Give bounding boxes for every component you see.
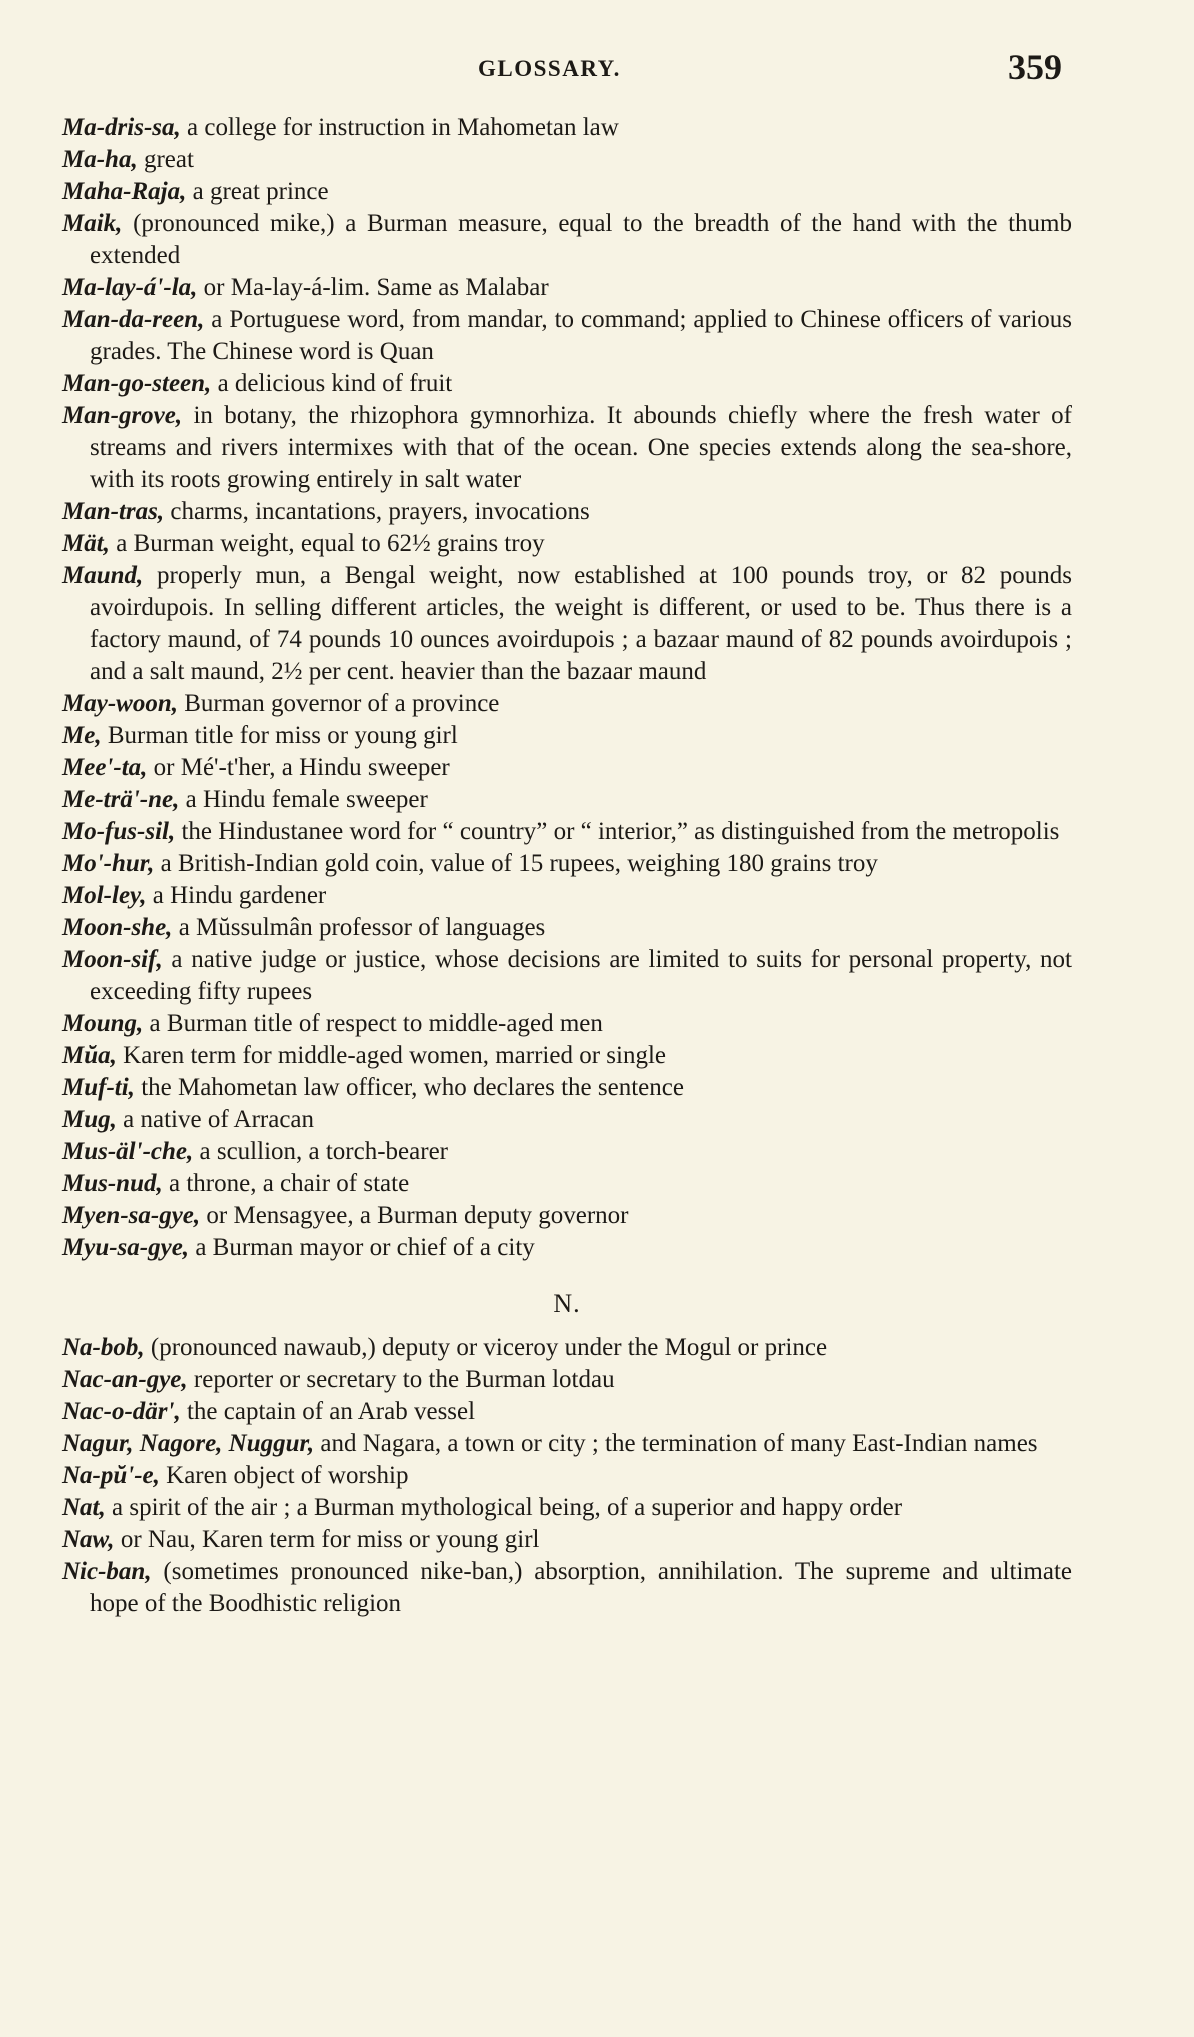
glossary-definition: a native of Arracan: [116, 1106, 315, 1133]
glossary-entry: [62, 1232, 1072, 1264]
glossary-entry: [62, 848, 1072, 880]
glossary-entry: [62, 272, 1072, 304]
glossary-definition: and Nagara, a town or city ; the termination of many East-Indian names: [314, 1430, 1038, 1457]
glossary-term: Maund,: [62, 562, 144, 589]
glossary-term: Mo'-hur,: [62, 850, 155, 877]
glossary-term: Man-da-reen,: [62, 306, 205, 333]
glossary-term: Mus-nud,: [62, 1170, 163, 1197]
glossary-definition: great: [137, 146, 194, 173]
glossary-entry: [62, 112, 1072, 144]
glossary-definition: a Portuguese word, from mandar, to command; applied to Chinese officers of various grades. The Chinese word is Quan: [90, 306, 1072, 365]
glossary-entry: [62, 1524, 1072, 1556]
glossary-definition: a native judge or justice, whose decisions are limited to suits for personal property, not exceeding fifty rupees: [90, 946, 1072, 1005]
glossary-definition: Karen object of worship: [159, 1462, 409, 1489]
glossary-definition: a spirit of the air ; a Burman mythological being, of a superior and happy order: [105, 1494, 903, 1521]
glossary-definition: a Mŭssulmân professor of languages: [172, 914, 546, 941]
glossary-entry: [62, 1200, 1072, 1232]
glossary-definition: Burman title for miss or young girl: [101, 722, 458, 749]
running-title: GLOSSARY.: [478, 56, 621, 81]
glossary-definition: a Burman weight, equal to 62½ grains troy: [109, 530, 545, 557]
glossary-term: Me-trä'-ne,: [62, 786, 180, 813]
glossary-definition: a Hindu gardener: [146, 882, 327, 909]
glossary-definition: charms, incantations, prayers, invocations: [164, 498, 590, 525]
glossary-entry: [62, 1556, 1072, 1620]
glossary-entry: [62, 1460, 1072, 1492]
glossary-term: Muf-ti,: [62, 1074, 135, 1101]
page-header: [60, 48, 1062, 92]
glossary-term: Mug,: [62, 1106, 117, 1133]
glossary-term: Nac-an-gye,: [62, 1366, 188, 1393]
glossary-term: Man-tras,: [62, 498, 165, 525]
glossary-entry: [62, 752, 1072, 784]
glossary-definition: a throne, a chair of state: [162, 1170, 410, 1197]
glossary-entry: [62, 1168, 1072, 1200]
glossary-entry: [62, 208, 1072, 272]
glossary-definition: or Mensagyee, a Burman deputy governor: [200, 1202, 629, 1229]
glossary-entry: [62, 784, 1072, 816]
glossary-entry: [62, 1364, 1072, 1396]
glossary-term: Mŭa,: [62, 1042, 117, 1069]
glossary-definition: properly mun, a Bengal weight, now established at 100 pounds troy, or 82 pounds avoirdupois. In selling different articles, the weight is different, or used to be. Thus there is a factory maund, of 74 pounds 10 ounces avoirdupois ; a bazaar maund of 82 pounds avoirdupois ; and a salt maund, 2½ per cent. heavier than the bazaar maund: [90, 562, 1072, 685]
glossary-entry: [62, 1396, 1072, 1428]
glossary-term: Moon-she,: [62, 914, 173, 941]
glossary-entry: [62, 720, 1072, 752]
glossary-entry: [62, 688, 1072, 720]
glossary-term: Ma-lay-á'-la,: [62, 274, 198, 301]
glossary-definition: (sometimes pronounced nike-ban,) absorption, annihilation. The supreme and ultimate hope of the Boodhistic religion: [90, 1558, 1072, 1617]
glossary-term: Mus-äl'-che,: [62, 1138, 194, 1165]
glossary-definition: or Ma-lay-á-lim. Same as Malabar: [197, 274, 549, 301]
glossary-entry: [62, 1332, 1072, 1364]
section-heading-n: N.: [553, 1289, 581, 1318]
glossary-term: Nat,: [62, 1494, 106, 1521]
glossary-entry: [62, 1492, 1072, 1524]
glossary-term: Mät,: [62, 530, 110, 557]
glossary-term: Me,: [62, 722, 102, 749]
glossary-definition: a scullion, a torch-bearer: [193, 1138, 448, 1165]
glossary-term: Maha-Raja,: [62, 178, 187, 205]
glossary-term: Maik,: [62, 210, 123, 237]
page-number: 359: [1008, 47, 1062, 87]
glossary-term: Man-go-steen,: [62, 370, 212, 397]
glossary-definition: a Burman mayor or chief of a city: [189, 1234, 535, 1261]
glossary-definition: reporter or secretary to the Burman lotdau: [187, 1366, 615, 1393]
glossary-entry: [62, 880, 1072, 912]
glossary-definition: the Hindustanee word for “ country” or “ interior,” as distinguished from the metropolis: [175, 818, 1060, 845]
glossary-entry: [62, 176, 1072, 208]
glossary-entry: [62, 912, 1072, 944]
glossary-term: Nac-o-där',: [62, 1398, 181, 1425]
glossary-definition: Karen term for middle-aged women, married or single: [116, 1042, 666, 1069]
glossary-entry: [62, 496, 1072, 528]
glossary-term: May-woon,: [62, 690, 178, 717]
glossary-definition: (pronounced nawaub,) deputy or viceroy under the Mogul or prince: [144, 1334, 828, 1361]
glossary-term: Mol-ley,: [62, 882, 147, 909]
glossary-term: Moon-sif,: [62, 946, 163, 973]
glossary-entry: [62, 816, 1072, 848]
glossary-term: Moung,: [62, 1010, 144, 1037]
glossary-entry: [62, 1104, 1072, 1136]
glossary-definition: Burman governor of a province: [177, 690, 500, 717]
glossary-term: Na-pŭ'-e,: [62, 1462, 160, 1489]
glossary-term: Ma-dris-sa,: [62, 114, 181, 141]
glossary-definition: a Hindu female sweeper: [179, 786, 428, 813]
glossary-definition: a college for instruction in Mahometan law: [180, 114, 619, 141]
glossary-body: [62, 112, 1072, 1620]
glossary-term: Nagur, Nagore, Nuggur,: [62, 1430, 315, 1457]
glossary-entry: [62, 1008, 1072, 1040]
glossary-definition: the Mahometan law officer, who declares the sentence: [134, 1074, 684, 1101]
glossary-definition: (pronounced mike,) a Burman measure, equal to the breadth of the hand with the thumb extended: [90, 210, 1072, 269]
glossary-section-n: [62, 1332, 1072, 1620]
glossary-term: Mo-fus-sil,: [62, 818, 176, 845]
glossary-term: Nic-ban,: [62, 1558, 152, 1585]
glossary-entry: [62, 1428, 1072, 1460]
glossary-entry: [62, 1040, 1072, 1072]
glossary-entry: [62, 304, 1072, 368]
glossary-term: Myu-sa-gye,: [62, 1234, 190, 1261]
glossary-entry: [62, 1136, 1072, 1168]
glossary-section-m: [62, 112, 1072, 1264]
glossary-definition: or Mé'-t'her, a Hindu sweeper: [147, 754, 450, 781]
glossary-term: Naw,: [62, 1526, 115, 1553]
glossary-term: Mee'-ta,: [62, 754, 148, 781]
glossary-entry: [62, 560, 1072, 688]
glossary-term: Man-grove,: [62, 402, 183, 429]
glossary-definition: a Burman title of respect to middle-aged men: [143, 1010, 603, 1037]
glossary-definition: the captain of an Arab vessel: [180, 1398, 476, 1425]
glossary-entry: [62, 400, 1072, 496]
glossary-entry: [62, 528, 1072, 560]
glossary-definition: or Nau, Karen term for miss or young girl: [114, 1526, 540, 1553]
glossary-entry: [62, 368, 1072, 400]
glossary-entry: [62, 144, 1072, 176]
glossary-definition: a delicious kind of fruit: [211, 370, 453, 397]
glossary-term: Na-bob,: [62, 1334, 145, 1361]
glossary-definition: a British-Indian gold coin, value of 15 rupees, weighing 180 grains troy: [154, 850, 878, 877]
glossary-term: Myen-sa-gye,: [62, 1202, 201, 1229]
glossary-definition: a great prince: [186, 178, 329, 205]
glossary-term: Ma-ha,: [62, 146, 138, 173]
glossary-entry: [62, 944, 1072, 1008]
glossary-definition: in botany, the rhizophora gymnorhiza. It abounds chiefly where the fresh water of streams and rivers intermixes with that of the ocean. One species extends along the sea-shore, with its roots growing entirely in salt water: [90, 402, 1072, 493]
glossary-entry: [62, 1072, 1072, 1104]
